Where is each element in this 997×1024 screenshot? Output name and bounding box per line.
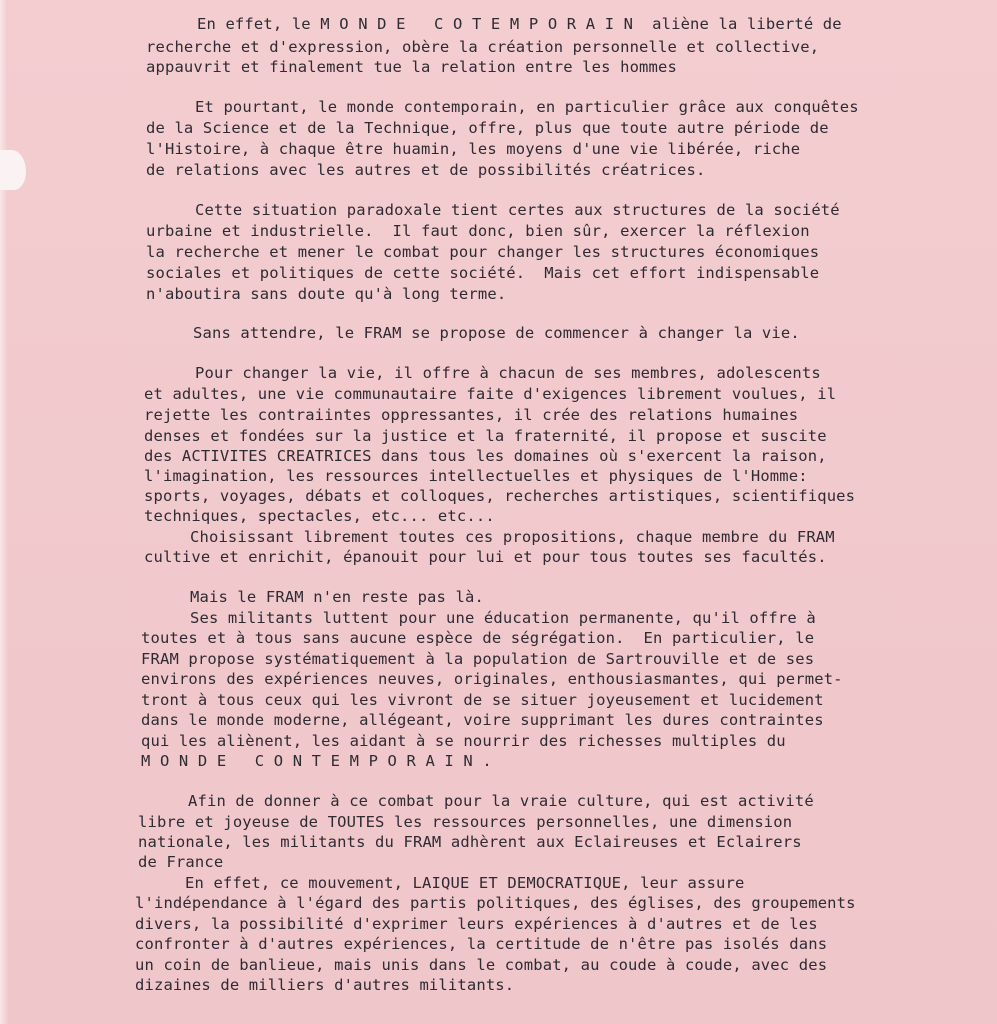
text-line: urbaine et industrielle. Il faut donc, bien sûr, exercer la réflexion <box>146 222 810 240</box>
text-line: qui les aliènent, les aidant à se nourrir des richesses multiples du <box>141 732 786 750</box>
text-line: nationale, les militants du FRAM adhèrent aux Eclaireuses et Eclairers <box>138 833 802 851</box>
text-line: FRAM propose systématiquement à la population de Sartrouville et de ses <box>141 650 815 668</box>
text-line: sociales et politiques de cette société. Mais cet effort indispensable <box>146 264 820 282</box>
text-line: de France <box>138 853 224 871</box>
text-line: dans le monde moderne, allégeant, voire supprimant les dures contraintes <box>141 711 824 729</box>
text-line: de relations avec les autres et de possibilités créatrices. <box>146 161 706 179</box>
text-line: l'Histoire, à chaque être huamin, les moyens d'une vie libérée, riche <box>146 140 801 158</box>
text-line: sports, voyages, débats et colloques, recherches artistiques, scientifiques <box>144 487 856 505</box>
text-line: Cette situation paradoxale tient certes aux structures de la société <box>195 201 840 219</box>
text-line: la recherche et mener le combat pour changer les structures économiques <box>146 243 820 261</box>
text-line: Sans attendre, le FRAM se propose de commencer à changer la vie. <box>193 324 800 342</box>
text-line: Et pourtant, le monde contemporain, en particulier grâce aux conquêtes <box>195 98 859 116</box>
text-line: dizaines de milliers d'autres militants. <box>135 976 515 994</box>
text-line: et adultes, une vie communautaire faite d'exigences librement voulues, il <box>144 385 837 403</box>
text-line: appauvrit et finalement tue la relation entre les hommes <box>146 58 677 76</box>
text-line: confronter à d'autres expériences, la certitude de n'être pas isolés dans <box>135 935 828 953</box>
text-line: libre et joyeuse de TOUTES les ressources personnelles, une dimension <box>138 813 793 831</box>
text-line: tront à tous ceux qui les vivront de se situer joyeusement et lucidement <box>141 691 824 709</box>
text-line: denses et fondées sur la justice et la fraternité, il propose et suscite <box>144 427 827 445</box>
text-line: n'aboutira sans doute qu'à long terme. <box>146 285 507 303</box>
text-line: Choisissant librement toutes ces propositions, chaque membre du FRAM <box>190 528 835 546</box>
text-line: rejette les contraiintes oppressantes, il crée des relations humaines <box>144 406 799 424</box>
text-line: un coin de banlieue, mais unis dans le combat, au coude à coude, avec des <box>135 956 828 974</box>
text-line: des ACTIVITES CREATRICES dans tous les domaines où s'exercent la raison, <box>144 447 827 465</box>
text-line: l'imagination, les ressources intellectuelles et physiques de l'Homme: <box>144 467 808 485</box>
text-line: M O N D E C O N T E M P O R A I N . <box>141 752 492 770</box>
text-line: En effet, ce mouvement, LAIQUE ET DEMOCRATIQUE, leur assure <box>185 874 745 892</box>
text-line: Ses militants luttent pour une éducation permanente, qu'il offre à <box>190 609 816 627</box>
text-line: En effet, le M O N D E C O T E M P O R A I N aliène la liberté de <box>197 15 842 33</box>
text-line: Afin de donner à ce combat pour la vraie culture, qui est activité <box>188 792 814 810</box>
text-line: Mais le FRAM n'en reste pas là. <box>190 588 484 606</box>
text-line: recherche et d'expression, obère la création personnelle et collective, <box>146 38 820 56</box>
paper-tear <box>0 150 26 190</box>
text-line: environs des expériences neuves, originales, enthousiasmantes, qui permet- <box>141 670 843 688</box>
text-line: techniques, spectacles, etc... etc... <box>144 507 495 525</box>
text-line: divers, la possibilité d'exprimer leurs expériences à d'autres et de les <box>135 915 818 933</box>
text-line: Pour changer la vie, il offre à chacun de ses membres, adolescents <box>195 364 821 382</box>
text-line: de la Science et de la Technique, offre, plus que toute autre période de <box>146 119 829 137</box>
text-line: toutes et à tous sans aucune espèce de ségrégation. En particulier, le <box>141 629 815 647</box>
text-line: cultive et enrichit, épanouit pour lui et pour tous toutes ses facultés. <box>144 548 827 566</box>
text-line: l'indépendance à l'égard des partis politiques, des églises, des groupements <box>135 894 856 912</box>
